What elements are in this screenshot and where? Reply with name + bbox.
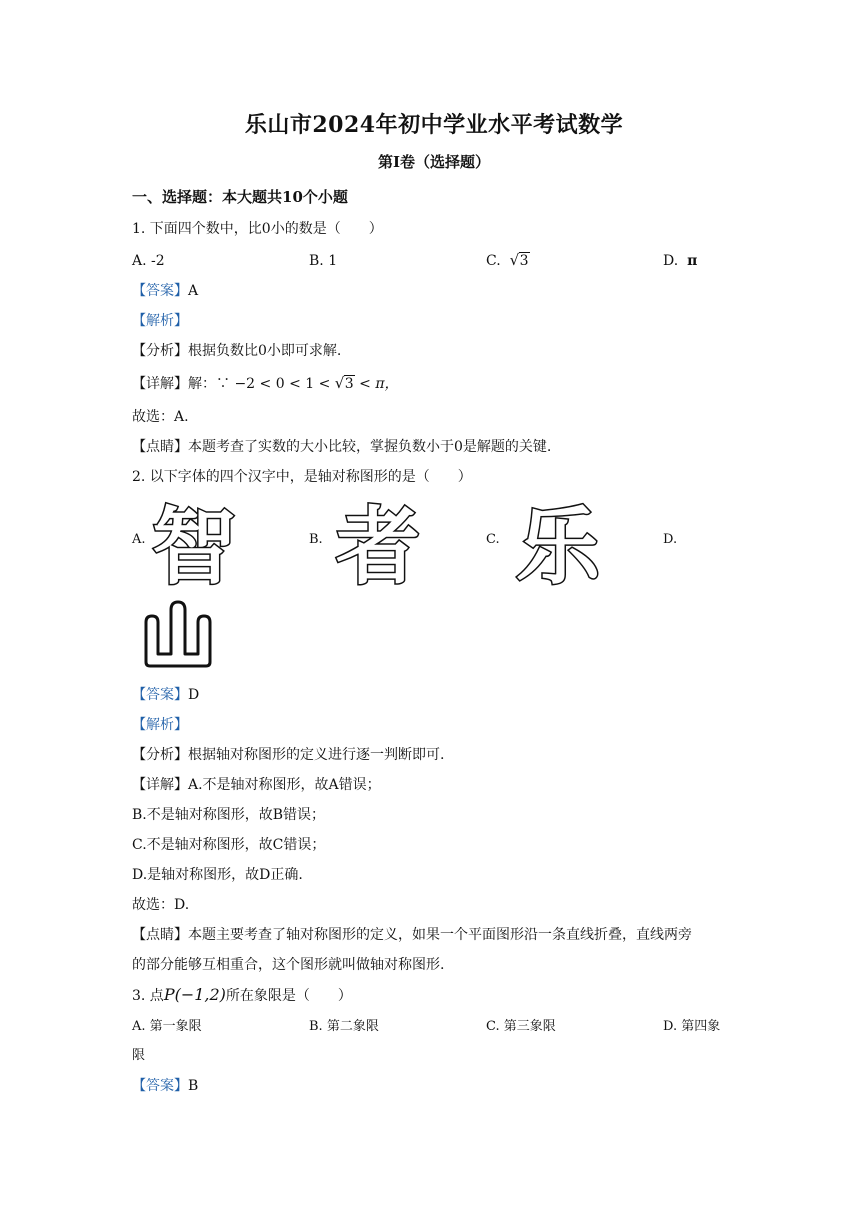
q3-option-c: C. 第三象限 (486, 1019, 556, 1034)
fenxi-text: 根据负数比0小即可求解. (188, 343, 342, 359)
glyph-le-image (512, 500, 604, 586)
dianjing-tag: 【点睛】 (132, 439, 188, 455)
xiangjie-tag: 【详解】 (132, 777, 188, 793)
xiangjie-tag: 【详解】 (132, 376, 188, 392)
glyph-le: 乐 (515, 500, 601, 586)
q3-option-d: D. 第四象 (663, 1019, 721, 1034)
glyph-zhe: 者 (335, 500, 421, 586)
q1-option-c-letter: C. (486, 253, 501, 269)
q3-stem-pre: 3. 点 (132, 988, 164, 1004)
section-heading: 一、选择题：本大题共10个小题 (132, 188, 348, 206)
q1-dianjing (132, 438, 551, 456)
q2-option-b-letter: B. (309, 532, 323, 547)
q1-option-a-text: -2 (151, 253, 165, 269)
q2-option-d-letter: D. (663, 532, 678, 547)
sqrt-symbol: √ 3 (334, 374, 354, 392)
q1-option-c-text: 3 (519, 253, 529, 269)
glyph-zhe-image (332, 500, 424, 586)
dianjing-text-1: 本题主要考查了轴对称图形的定义，如果一个平面图形沿一条直线折叠，直线两旁 (188, 927, 692, 943)
q2-dianjing-2: 的部分能够互相重合，这个图形就叫做轴对称图形. (132, 957, 445, 973)
q1-option-b-text: 1 (328, 253, 338, 269)
answer-value: B (188, 1078, 199, 1094)
q3-option-b: B. 第二象限 (309, 1019, 379, 1034)
q1-stem: 1. 下面四个数中，比0小的数是（ ） (132, 221, 383, 237)
q3-stem-post: 所在象限是（ ） (225, 988, 352, 1004)
q2-answer (132, 686, 199, 704)
q2-dianjing-1 (132, 926, 692, 944)
q1-option-d (663, 252, 697, 270)
document-title: 乐山市2024年初中学业水平考试数学 (244, 112, 624, 138)
q2-option-a-letter: A. (132, 532, 146, 547)
xiangjie-math-pre: 解：∵ −2 < 0 < 1 < (188, 376, 335, 392)
fenxi-tag: 【分析】 (132, 343, 188, 359)
q1-fenxi (132, 342, 341, 360)
glyph-zhi: 智 (151, 500, 237, 586)
q2-stem: 2. 以下字体的四个汉字中，是轴对称图形的是（ ） (132, 469, 472, 485)
q2-line-c: C.不是轴对称图形，故C错误； (132, 837, 326, 853)
dianjing-tag: 【点睛】 (132, 927, 188, 943)
q1-option-c (486, 252, 530, 270)
q3-answer (132, 1077, 198, 1095)
q1-xiangjie (132, 375, 399, 393)
answer-tag: 【答案】 (132, 283, 188, 299)
q1-option-a-letter: A. (132, 253, 147, 269)
answer-tag: 【答案】 (132, 687, 188, 703)
q1-option-d-text: π (687, 253, 698, 269)
fenxi-tag: 【分析】 (132, 747, 188, 763)
fenxi-text: 根据轴对称图形的定义进行逐一判断即可. (188, 747, 445, 763)
q3-option-d-wrap: 限 (132, 1048, 146, 1063)
answer-value: A (188, 283, 199, 299)
answer-tag: 【答案】 (132, 1078, 188, 1094)
xiangjie-math-post: < π， (354, 376, 399, 392)
glyph-shan (146, 602, 210, 666)
q1-option-d-letter: D. (663, 253, 679, 269)
xiangjie-root: 3 (344, 376, 354, 392)
q2-line-b: B.不是轴对称图形，故B错误； (132, 807, 326, 823)
glyph-zhi-image (148, 500, 240, 586)
dianjing-text: 本题考查了实数的大小比较，掌握负数小于0是解题的关键. (188, 439, 552, 455)
q2-line-d: D.是轴对称图形，故D正确. (132, 867, 303, 883)
q2-conclusion: 故选：D. (132, 897, 190, 913)
q1-option-b-letter: B. (309, 253, 324, 269)
q2-xiangjie (132, 776, 381, 794)
q1-option-a (132, 252, 165, 270)
q2-option-c-letter: C. (486, 532, 500, 547)
q3-stem (132, 986, 352, 1005)
answer-value: D (188, 687, 200, 703)
q1-answer (132, 282, 198, 300)
q2-analysis-tag: 【解析】 (132, 717, 188, 733)
xiangjie-line-a: A.不是轴对称图形，故A错误； (188, 777, 381, 793)
q2-fenxi (132, 746, 444, 764)
q1-conclusion: 故选：A. (132, 409, 189, 425)
q3-option-a: A. 第一象限 (132, 1019, 202, 1034)
glyph-shan-image (140, 596, 220, 672)
sqrt-symbol: √ 3 (509, 251, 529, 269)
q1-analysis-tag: 【解析】 (132, 313, 188, 329)
document-subtitle: 第Ⅰ卷（选择题） (377, 153, 491, 171)
q3-point: P(−1,2) (163, 985, 226, 1004)
q1-option-b (309, 252, 337, 270)
